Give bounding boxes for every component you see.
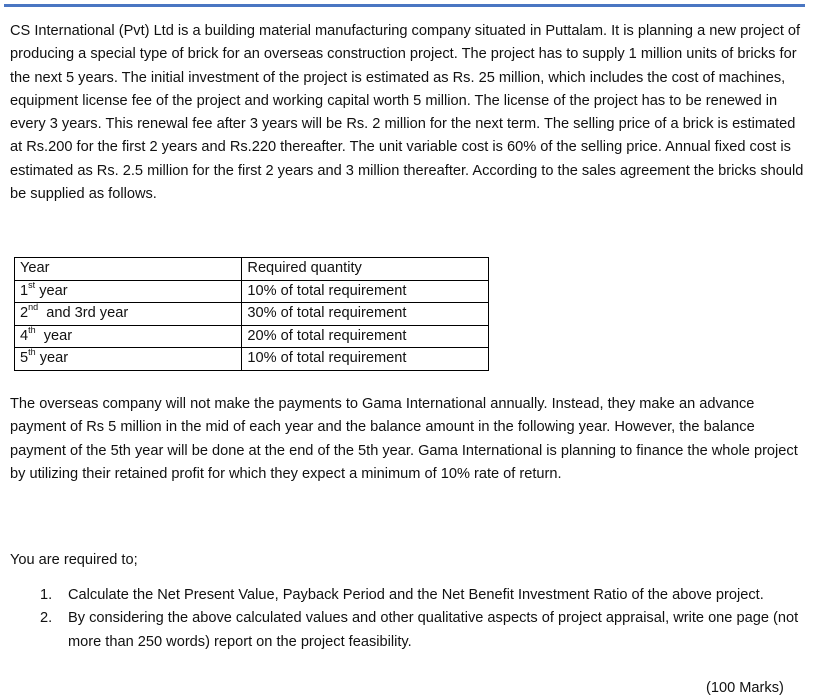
- table-row: [15, 303, 489, 326]
- table-header-quantity: Required quantity: [242, 258, 489, 281]
- table-row: [15, 280, 489, 303]
- table-cell-year: [15, 348, 242, 371]
- table-cell-year: [15, 325, 242, 348]
- payment-terms-paragraph: The overseas company will not make the payments to Gama International annually. Instead, they make an advance payment of Rs 5 million in the mid of each year and the balance amount in the following year. However, the balance payment of the 5th year will be done at the end of the 5th year. Gama International is planning to finance the whole project by utilizing their retained profit for which they expect a minimum of 10% rate of return.: [10, 396, 798, 482]
- task-number: 2.: [40, 610, 53, 627]
- year-number: 4: [20, 327, 29, 344]
- year-number: 5: [20, 350, 29, 367]
- task-number: 1.: [40, 587, 53, 603]
- table-cell-year: [15, 303, 242, 326]
- total-marks: (100 Marks): [706, 680, 784, 696]
- year-ordinal-suffix: nd: [28, 302, 39, 313]
- year-label: year: [35, 282, 68, 299]
- list-item: [40, 607, 812, 654]
- top-divider-line: [4, 4, 805, 7]
- table-row: [15, 325, 489, 348]
- table-cell-quantity: 10% of total requirement: [242, 280, 489, 303]
- year-ordinal-suffix: th: [28, 324, 36, 335]
- year-label: year: [35, 350, 69, 367]
- year-label: year: [35, 327, 73, 344]
- year-number: 2: [20, 305, 29, 322]
- table-header-year: Year: [15, 258, 242, 281]
- task-list: [40, 584, 812, 654]
- table-cell-quantity: 20% of total requirement: [242, 325, 489, 348]
- year-ordinal-suffix: th: [28, 347, 36, 358]
- table-cell-year: [15, 280, 242, 303]
- project-description-paragraph: CS International (Pvt) Ltd is a building material manufacturing company situated in Puttalam. It is planning a new project of producing a special type of brick for an overseas construction project. The project has to supply 1 million units of bricks for the next 5 years. The initial investment of the project is estimated as Rs. 25 million, which includes the cost of machines, equipment license fee of the project and working capital worth 5 million. The license of the project has to be renewed in every 3 years. This renewal fee after 3 years will be Rs. 2 million for the next term. The selling price of a brick is estimated at Rs.200 for the first 2 years and Rs.220 thereafter. The unit variable cost is 60% of the selling price. Annual fixed cost is estimated as Rs. 2.5 million for the first 2 years and 3 million thereafter. According to the sales agreement the bricks should be supplied as follows.: [10, 23, 804, 203]
- supply-schedule-table: [14, 257, 489, 371]
- table-cell-quantity: 10% of total requirement: [242, 348, 489, 371]
- year-number: 1: [20, 282, 29, 299]
- task-text: Calculate the Net Present Value, Payback Period and the Net Benefit Investment Ratio of the above project.: [68, 587, 764, 603]
- table-cell-quantity: 30% of total requirement: [242, 303, 489, 326]
- table-row: [15, 348, 489, 371]
- year-ordinal-suffix: st: [28, 279, 36, 290]
- year-label: and 3rd year: [38, 305, 129, 322]
- list-item: [40, 584, 812, 607]
- table-header-row: [15, 258, 489, 281]
- requirements-heading: You are required to;: [10, 552, 138, 568]
- task-text: By considering the above calculated values and other qualitative aspects of project appraisal, write one page (not more than 250 words) report on the project feasibility.: [68, 610, 799, 650]
